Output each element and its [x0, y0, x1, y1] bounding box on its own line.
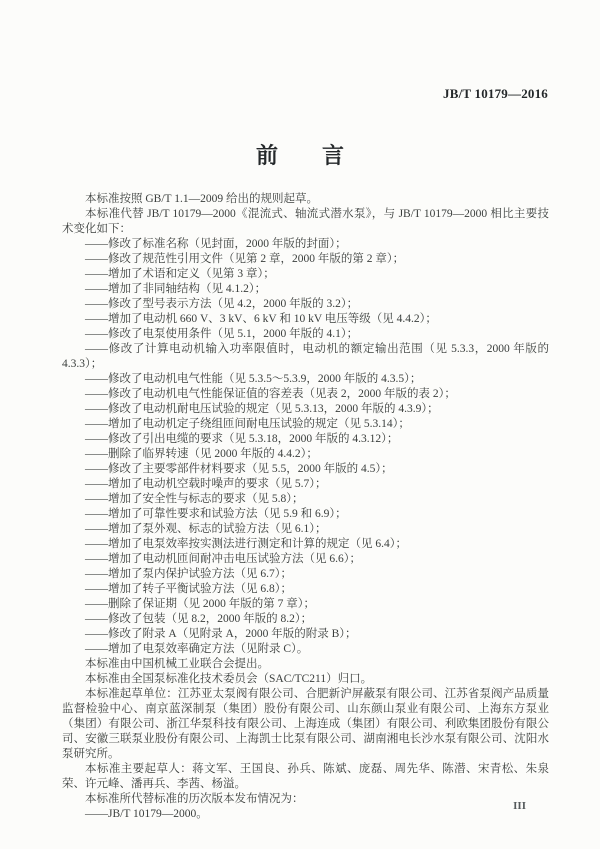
change-list-item: ——修改了包装（见 8.2，2000 年版的 8.2）；	[85, 613, 313, 625]
standard-number: JB/T 10179—2016	[443, 86, 548, 101]
change-list-item: ——修改了电泵使用条件（见 5.1，2000 年版的 4.1）；	[85, 328, 359, 340]
paragraph: 本标准由中国机械工业联合会提出。	[85, 658, 269, 670]
paragraph: 本标准起草单位：江苏亚太泵阀有限公司、合肥新沪屏蔽泵有限公司、江苏省泵阀产品质量监督检验中心、南京蓝深制泵（集团）股份有限公司、山东颜山泵业有限公司、上海东方泵业（集团）有限公司、浙江华泵科技有限公司、上海连成（集团）有限公司、利欧集团股份有限公司、安徽三联泵业股份有限公司、上海凯士比泵有限公司、湖南湘电长沙水泵有限公司、沈阳水泵研究所。	[62, 688, 549, 760]
change-list-item: ——增加了非同轴结构（见 4.1.2）；	[85, 283, 267, 295]
change-list-item: ——修改了型号表示方法（见 4.2，2000 年版的 3.2）；	[85, 298, 359, 310]
paragraph: 本标准主要起草人：蒋文军、王国良、孙兵、陈斌、庞磊、周先华、陈潜、宋青松、朱泉荣、许元峰、潘再兵、李茜、杨溢。	[62, 763, 549, 790]
page-number: III	[513, 800, 526, 812]
change-list-item: ——修改了附录 A（见附录 A，2000 年版的附录 B）；	[85, 628, 357, 640]
change-list-item: ——修改了电动机电气性能保证值的容差表（见表 2，2000 年版的表 2）；	[85, 388, 456, 400]
paragraph: 本标准所代替标准的历次版本发布情况为：	[85, 793, 304, 805]
change-list-item: ——增加了电动机空载时噪声的要求（见 5.7）；	[85, 478, 327, 490]
change-list-item: ——修改了主要零部件材料要求（见 5.5，2000 年版的 4.5）；	[85, 463, 393, 475]
change-list-item: ——增加了安全性与标志的要求（见 5.8）；	[85, 493, 304, 505]
paragraph: 本标准代替 JB/T 10179—2000《混流式、轴流式潜水泵》，与 JB/T 10179—2000 相比主要技术变化如下：	[62, 208, 549, 235]
change-list-item: ——增加了泵外观、标志的试验方法（见 6.1）；	[85, 523, 327, 535]
change-list-item: ——增加了电动机匝间耐冲击电压试验方法（见 6.6）；	[85, 553, 361, 565]
change-list-item: ——增加了术语和定义（见第 3 章）；	[85, 268, 275, 280]
paragraph: 本标准由全国泵标准化技术委员会（SAC/TC211）归口。	[85, 673, 373, 685]
change-list-item: ——删除了临界转速（见 2000 年版的 4.4.2）；	[85, 448, 318, 460]
change-list-item: ——增加了泵内保护试验方法（见 6.7）；	[85, 568, 292, 580]
page-title: 前 言	[255, 143, 344, 168]
change-list-item: ——增加了电动机定子绕组匝间耐电压试验的规定（见 5.3.14）；	[85, 418, 410, 430]
change-list-item: ——增加了可靠性要求和试验方法（见 5.9 和 6.9）；	[85, 508, 347, 520]
change-list-item: ——修改了规范性引用文件（见第 2 章，2000 年版的第 2 章）；	[85, 253, 405, 265]
change-list-item: ——删除了保证期（见 2000 年版的第 7 章）；	[85, 598, 315, 610]
change-list-item: ——修改了计算电动机输入功率限值时，电动机的额定输出范围（见 5.3.3，2000 年版的 4.3.3）；	[62, 343, 549, 370]
foreword-content	[62, 192, 549, 822]
change-list-item: ——修改了电动机电气性能（见 5.3.5～5.3.9，2000 年版的 4.3.5）；	[85, 373, 422, 385]
change-list-item: ——增加了电泵效率按实测法进行测定和计算的规定（见 6.4）；	[85, 538, 407, 550]
change-list-item: ——修改了引出电缆的要求（见 5.3.18，2000 年版的 4.3.12）；	[85, 433, 399, 445]
change-list-item: ——修改了电动机耐电压试验的规定（见 5.3.13，2000 年版的 4.3.9）；	[85, 403, 439, 415]
change-list-item: ——增加了电泵效率确定方法（见附录 C）。	[85, 643, 309, 655]
change-list-item: ——JB/T 10179—2000。	[85, 808, 208, 820]
change-list-item: ——增加了转子平衡试验方法（见 6.8）；	[85, 583, 292, 595]
change-list-item: ——增加了电动机 660 V、3 kV、6 kV 和 10 kV 电压等级（见 4.4.2）；	[85, 313, 437, 325]
paragraph: 本标准按照 GB/T 1.1—2009 给出的规则起草。	[85, 193, 318, 205]
change-list-item: ——修改了标准名称（见封面，2000 年版的封面）；	[85, 238, 347, 250]
